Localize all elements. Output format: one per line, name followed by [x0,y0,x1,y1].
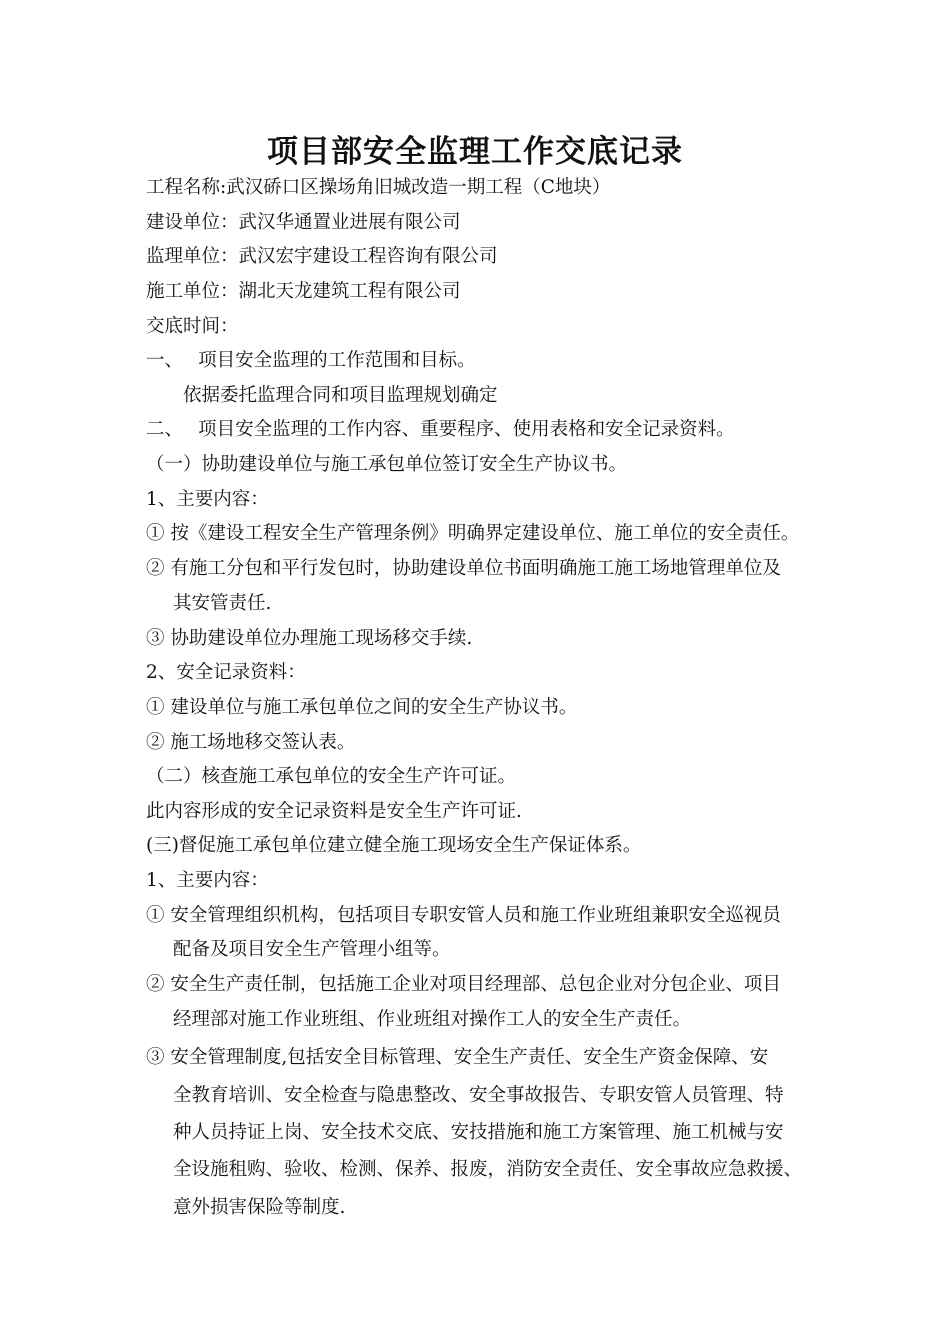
briefing-time-line: 交底时间： [146,316,239,337]
list-heading: 2、安全记录资料： [146,662,306,683]
subsection-heading: （二）核查施工承包单位的安全生产许可证。 [146,766,517,787]
supervision-unit-line: 监理单位：武汉宏宇建设工程咨询有限公司 [146,246,498,267]
list-item-continuation: 全设施租购、验收、检测、保养、报废，消防安全责任、安全事故应急救援、 [173,1159,803,1180]
subsection-heading: (三)督促施工承包单位建立健全施工现场安全生产保证体系。 [146,835,642,856]
list-item: ② 安全生产责任制，包括施工企业对项目经理部、总包企业对分包企业、项目 [146,974,781,995]
construction-unit-line: 建设单位：武汉华通置业进展有限公司 [146,212,461,233]
section-heading: 一、 项目安全监理的工作范围和目标。 [146,350,476,371]
list-item: ① 安全管理组织机构，包括项目专职安管人员和施工作业班组兼职安全巡视员 [146,905,781,926]
list-heading: 1、主要内容： [146,870,269,891]
list-item: ③ 协助建设单位办理施工现场移交手续. [146,628,473,649]
section-heading: 二、 项目安全监理的工作内容、重要程序、使用表格和安全记录资料。 [146,419,735,440]
list-item-continuation: 种人员持证上岗、安全技术交底、安技措施和施工方案管理、施工机械与安 [173,1122,784,1143]
project-name-line: 工程名称:武汉硚口区操场角旧城改造一期工程（C地块） [146,177,611,198]
list-item-continuation: 其安管责任. [173,593,272,614]
document-title: 项目部安全监理工作交底记录 [267,134,683,170]
list-item: ② 施工场地移交签认表。 [146,732,356,753]
paragraph-line: 此内容形成的安全记录资料是安全生产许可证. [146,801,522,822]
list-item: ① 建设单位与施工承包单位之间的安全生产协议书。 [146,697,578,718]
paragraph-line: 依据委托监理合同和项目监理规划确定 [183,385,498,406]
list-item: ① 按《建设工程安全生产管理条例》明确界定建设单位、施工单位的安全责任。 [146,523,800,544]
subsection-heading: （一）协助建设单位与施工承包单位签订安全生产协议书。 [146,454,628,475]
list-item-continuation: 全教育培训、安全检查与隐患整改、安全事故报告、专职安管人员管理、特 [173,1085,784,1106]
list-heading: 1、主要内容： [146,489,269,510]
list-item-continuation: 意外损害保险等制度. [173,1197,346,1218]
list-item-continuation: 配备及项目安全生产管理小组等。 [173,939,451,960]
list-item: ③ 安全管理制度,包括安全目标管理、安全生产责任、安全生产资金保障、安 [146,1047,769,1068]
list-item: ② 有施工分包和平行发包时，协助建设单位书面明确施工施工场地管理单位及 [146,558,781,579]
contractor-unit-line: 施工单位：湖北天龙建筑工程有限公司 [146,281,461,302]
list-item-continuation: 经理部对施工作业班组、作业班组对操作工人的安全生产责任。 [173,1009,692,1030]
